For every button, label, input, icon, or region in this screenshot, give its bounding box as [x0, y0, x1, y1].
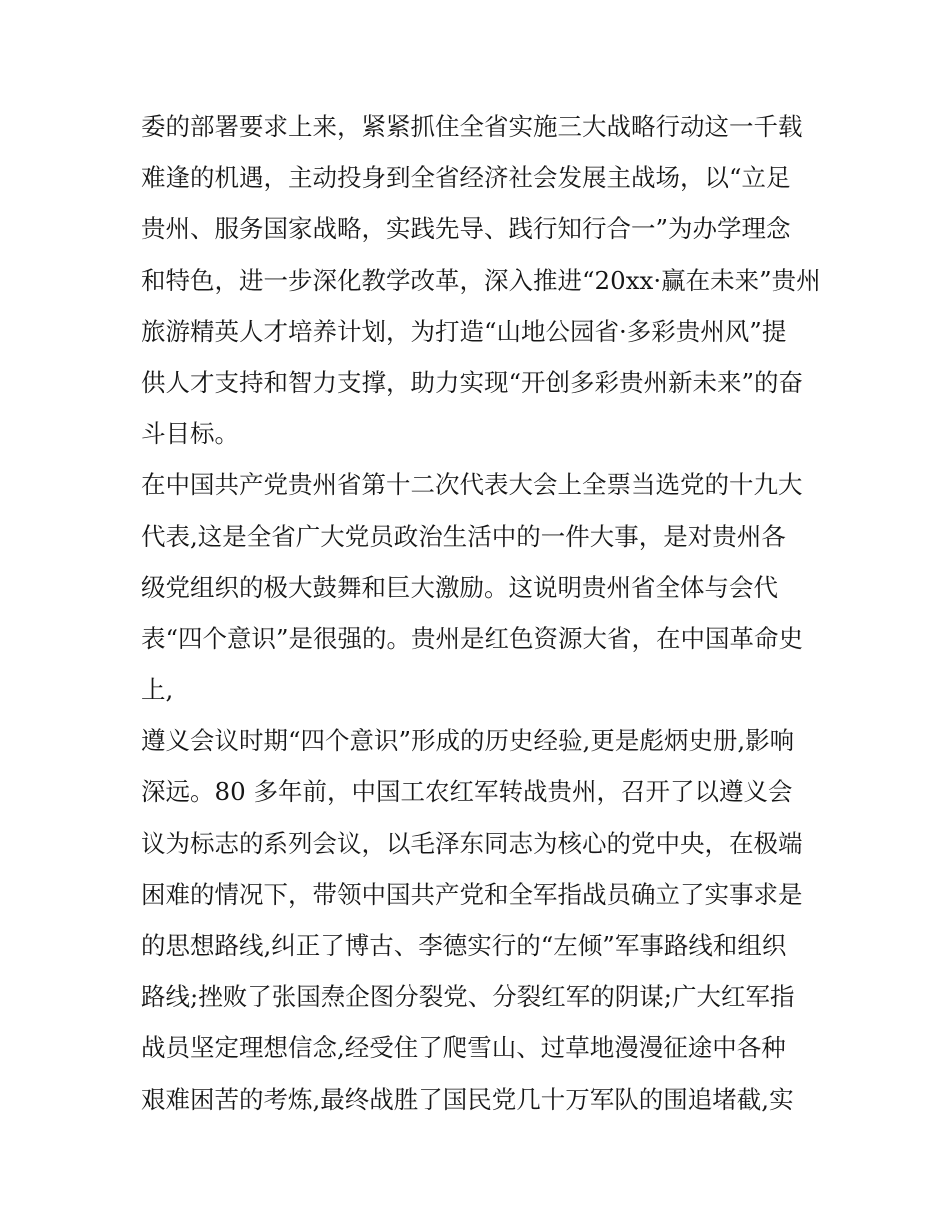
- text-line: 在中国共产党贵州省第十二次代表大会上全票当选党的十九大: [141, 470, 803, 500]
- text-line: 表“四个意识”是很强的。贵州是红色资源大省，在中国革命史: [141, 623, 804, 653]
- text-line: 战员坚定理想信念,经受住了爬雪山、过草地漫漫征途中各种: [141, 1033, 786, 1063]
- text-line: 代表,这是全省广大党员政治生活中的一件大事，是对贵州各: [141, 521, 786, 551]
- text-line: 的思想路线,纠正了博古、李德实行的“左倾”军事路线和组织: [141, 931, 787, 960]
- text-line: 艰难困苦的考炼,最终战胜了国民党几十万军队的围追堵截,实: [141, 1084, 794, 1114]
- text-line: 遵义会议时期“四个意识”形成的历史经验,更是彪炳史册,影响: [141, 726, 795, 756]
- text-line: 路线;挫败了张国焘企图分裂党、分裂红军的阴谋;广大红军指: [141, 982, 795, 1012]
- text-line: 贵州、服务国家战略，实践先导、践行知行合一”为办学理念: [141, 214, 791, 244]
- text-line: 供人才支持和智力支撑，助力实现“开创多彩贵州新未来”的奋: [141, 367, 804, 397]
- text-line: 深远。80 多年前，中国工农红军转战贵州，召开了以遵义会: [141, 777, 793, 807]
- text-line: 困难的情况下，带领中国共产党和全军指战员确立了实事求是: [141, 879, 803, 909]
- text-line: 斗目标。: [141, 419, 239, 449]
- document-body: [141, 101, 821, 1125]
- text-line: 上,: [141, 675, 174, 705]
- text-line: 议为标志的系列会议，以毛泽东同志为核心的党中央，在极端: [141, 828, 803, 858]
- text-line: 委的部署要求上来，紧紧抓住全省实施三大战略行动这一千载: [141, 112, 803, 141]
- text-line: 旅游精英人才培养计划，为打造“山地公园省·多彩贵州风”提: [141, 316, 787, 346]
- text-line: 级党组织的极大鼓舞和巨大激励。这说明贵州省全体与会代: [141, 572, 778, 602]
- text-line: 难逢的机遇，主动投身到全省经济社会发展主战场，以“立足: [141, 163, 791, 193]
- text-line: 和特色，进一步深化教学改革，深入推进“20xx·赢在未来”贵州: [141, 265, 821, 295]
